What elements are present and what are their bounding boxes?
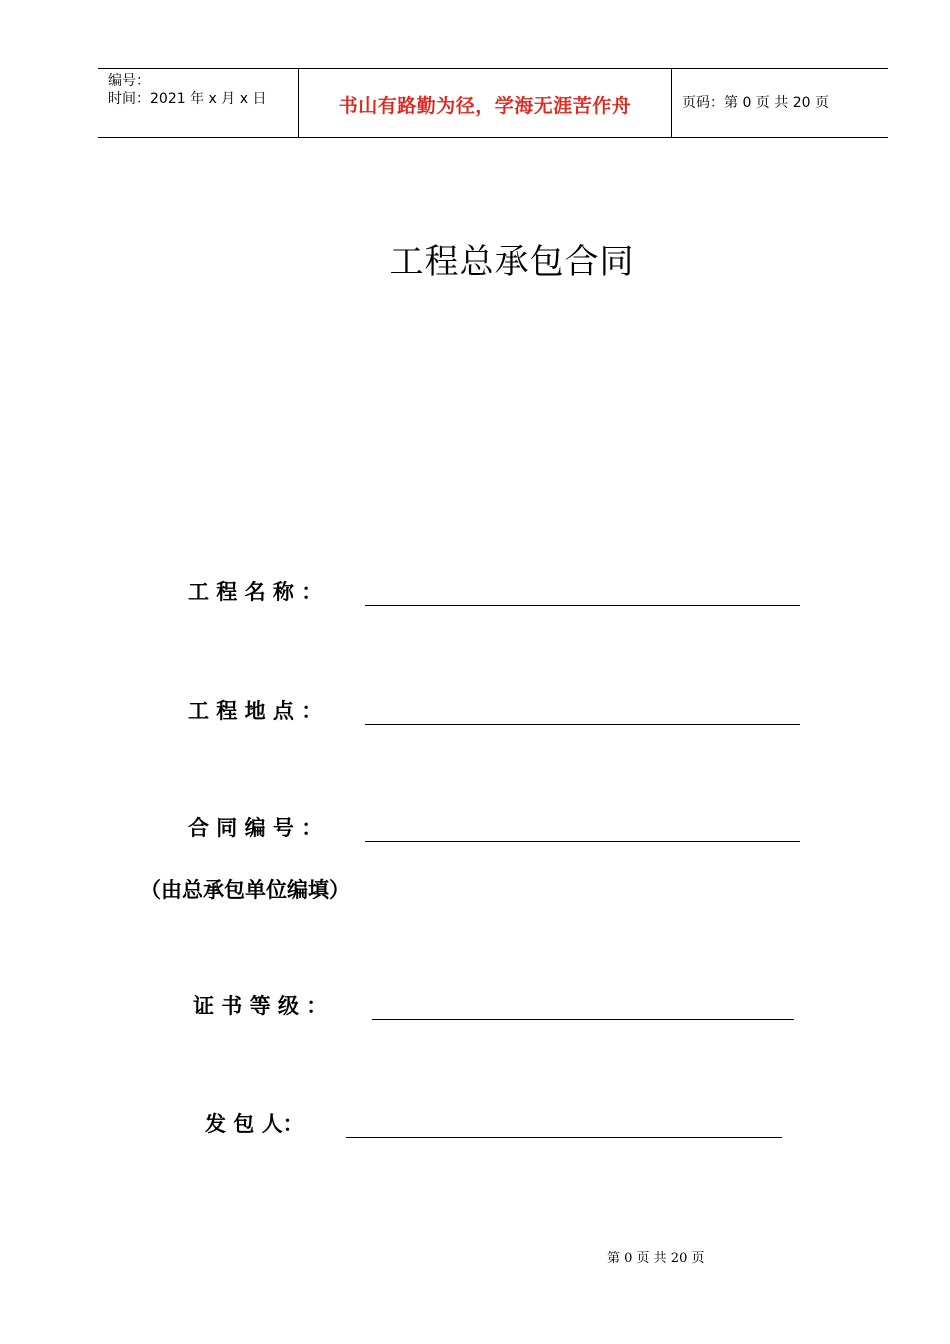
field-underline (365, 724, 800, 725)
header-page-info: 页码：第 0 页 共 20 页 (682, 95, 829, 111)
field-underline (372, 1019, 794, 1020)
field-label: 证 书 等 级 ： (193, 993, 328, 1018)
field-project-name (188, 574, 800, 606)
header-info-cell (98, 69, 299, 137)
page-footer: 第 0 页 共 20 页 (607, 1251, 705, 1266)
field-contract-number (188, 810, 800, 842)
document-number-label: 编号： (108, 73, 150, 89)
field-label: 工 程 名 称 ： (188, 579, 323, 604)
field-label: 工 程 地 点 ： (188, 698, 323, 723)
fill-note: （由总承包单位编填） (140, 877, 350, 902)
field-label: 发 包 人： (205, 1111, 304, 1136)
field-underline (365, 841, 800, 842)
field-underline (365, 605, 800, 606)
field-employer (205, 1106, 782, 1138)
field-underline (346, 1137, 782, 1138)
field-project-location (188, 693, 800, 725)
header-motto: 书山有路勤为径，学海无涯苦作舟 (338, 95, 632, 117)
header-page-cell (672, 69, 888, 137)
document-title: 工程总承包合同 (389, 242, 635, 282)
document-date-label: 时间：2021 年 x 月 x 日 (108, 91, 267, 107)
field-label: 合 同 编 号 ： (188, 815, 323, 840)
header-motto-cell (299, 69, 672, 137)
page-header (98, 68, 888, 138)
field-certificate-grade (193, 988, 794, 1020)
